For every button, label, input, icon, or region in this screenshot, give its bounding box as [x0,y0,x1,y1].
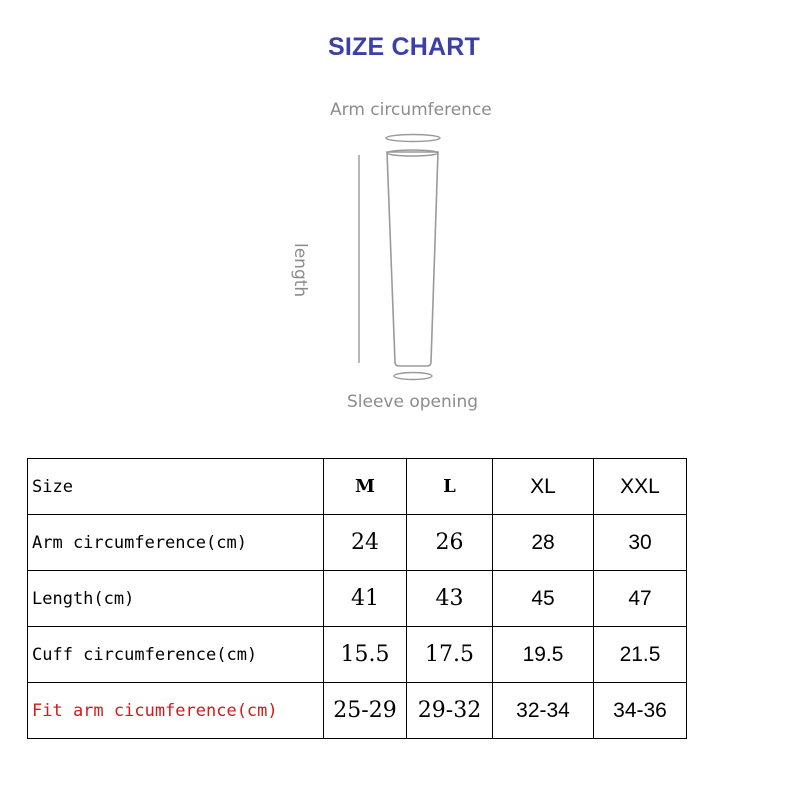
table-row [28,627,687,683]
sleeve-top-opening [387,150,438,156]
table-row [28,515,687,571]
table-row [28,683,687,739]
table-cell: 45 [493,571,594,627]
row-label: Arm circumference(cm) [28,515,324,571]
table-cell: 21.5 [594,627,687,683]
table-cell: 24 [324,515,407,571]
row-label: Length(cm) [28,571,324,627]
table-cell: 32-34 [493,683,594,739]
table-cell: 30 [594,515,687,571]
sleeve-opening-ellipse [394,373,432,380]
size-l-header: L [407,459,493,515]
size-table [27,458,687,739]
row-label: Cuff circumference(cm) [28,627,324,683]
table-row [28,571,687,627]
sleeve-body [387,152,438,366]
length-label: length [290,243,310,298]
arm-circumference-label: Arm circumference [330,100,492,120]
size-m-header: M [324,459,407,515]
arm-circumference-ellipse [386,135,440,142]
table-cell: 25-29 [324,683,407,739]
page-title: SIZE CHART [328,33,480,61]
table-cell: 29-32 [407,683,493,739]
row-label: Fit arm cicumference(cm) [28,683,324,739]
size-xxl-header: XXL [594,459,687,515]
table-cell: 17.5 [407,627,493,683]
table-cell: 41 [324,571,407,627]
sleeve-opening-label: Sleeve opening [347,392,479,412]
table-cell: 15.5 [324,627,407,683]
size-xl-header: XL [493,459,594,515]
table-cell: 43 [407,571,493,627]
table-header-row [28,459,687,515]
table-cell: 28 [493,515,594,571]
table-cell: 47 [594,571,687,627]
table-cell: 34-36 [594,683,687,739]
table-cell: 19.5 [493,627,594,683]
header-size-label: Size [28,459,324,515]
table-cell: 26 [407,515,493,571]
